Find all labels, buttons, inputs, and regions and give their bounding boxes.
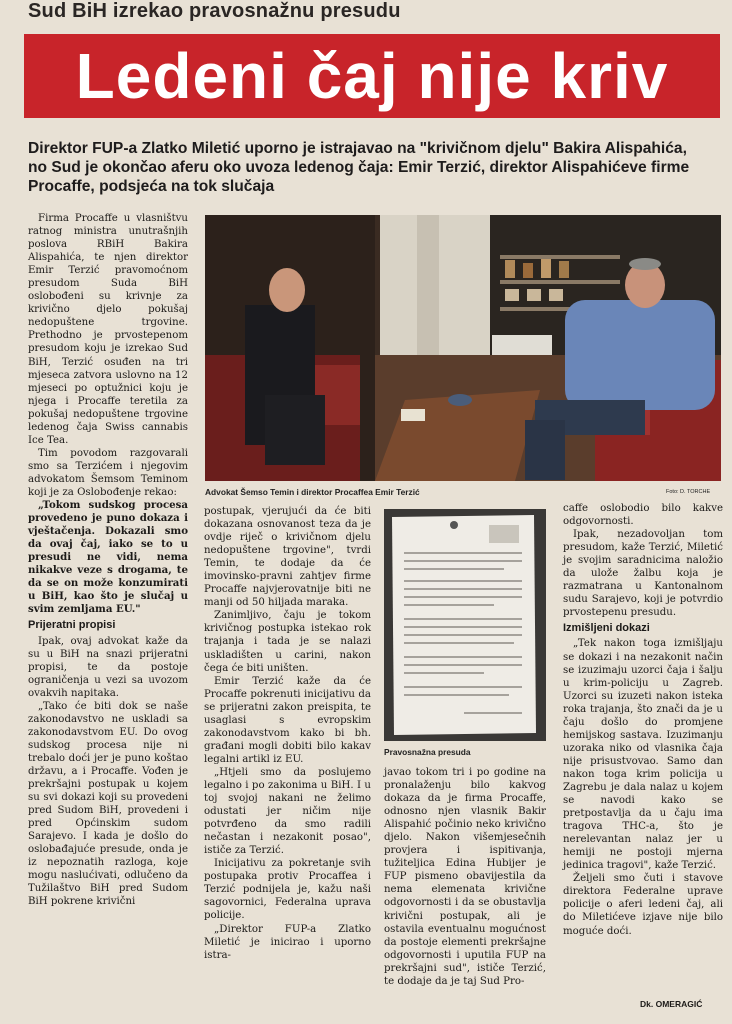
article-column-1 bbox=[28, 212, 188, 908]
paragraph: Zanimljivo, čaju je tokom krivičnog postupka istekao rok trajanja i tada je se nalazi uskladišten u carini, nakon čega će biti uništen. bbox=[204, 610, 371, 674]
paragraph: „Htjeli smo da poslujemo legalno i po zakonima u BiH. I u toj svojoj nakani ne želimo odustati jer ničim nije potvrđeno da smo radili nečastan i nezakonit posao", ističe za Terzić. bbox=[204, 766, 371, 857]
article-column-2 bbox=[204, 505, 371, 962]
paragraph: Željeli smo čuti i stavove direktora Federalne uprave policije o aferi ledeni čaj, ali do Miletićeve izjave nije bilo moguće doći. bbox=[563, 873, 723, 937]
paragraph: Inicijativu za pokretanje svih postupaka protiv Procaffea i Terzić podnijela je, kažu naši sagovornici, Federalna uprava policije. bbox=[204, 858, 371, 922]
interview-photo bbox=[205, 215, 721, 481]
paragraph: Firma Procaffe u vlasništvu ratnog ministra unutrašnjih poslova RBiH Bakira Alispahića, te njen direktor Emir Terzić pravomoćnom presudom Suda BiH oslobođeni su krivnje za krivično djelo pokušaj nedopuštene trgovine. Prethodno je prvostepenom presudom koju je izrekao Sud BiH, Terzić osuđen na tri mjeseca zatvora uslovno na 12 mjeseci po optužnici koju je njega i Procaffe teretila za pokušaj nedopuštene trgovine ledenog čaja Swiss cannabis Ice Tea. bbox=[28, 213, 188, 446]
paragraph: Emir Terzić kaže da će Procaffe pokrenuti inicijativu da se prijeratni zakon preispita, te usaglasi s evropskim zakonodavstvom kako bi bh. građani mogli dobiti bilo kakav legalni artikl iz EU. bbox=[204, 675, 371, 765]
verdict-document-illustration bbox=[384, 509, 546, 741]
paragraph: „Tako će biti dok se naše zakonodavstvo ne uskladi sa zakonodavstvom EU. Do ovog sudskog procesa nije ni trebalo doći jer je puno koštao državu, a i Procaffe. Vođen je prekršajni postupak u kojem su svi dokazi koji su provedeni pred Sudom BiH, provedeni i pred Općinskim sudom Sarajevo. I kada je došlo do oslobađajuće presude, onda je iz nepoznatih razloga, koje mogu naslućivati, odlučeno da Tužilaštvo BiH pred Sudom BiH pokrene krivični bbox=[28, 700, 188, 908]
paragraph: „Direktor FUP-a Zlatko Miletić je inicirao i uporno istra- bbox=[204, 923, 371, 961]
paragraph: Tim povodom razgovarali smo sa Terzićem i njegovim advokatom Šemsom Teminom koji je za Oslobođenje rekao: bbox=[28, 447, 188, 498]
paragraph: Ipak, nezadovoljan tom presudom, kaže Terzić, Miletić je svojim saradnicima naložio da ulože žalbu koja je razmatrana u Kantonalnom sudu Sarajevo, koji je potvrdio prvostepenu presudu. bbox=[563, 529, 723, 619]
paragraph: caffe oslobodio bilo kakve odgovornosti. bbox=[563, 503, 723, 528]
section-heading: Izmišljeni dokazi bbox=[563, 622, 650, 635]
headline: Ledeni čaj nije kriv bbox=[75, 40, 669, 112]
interview-photo-illustration bbox=[205, 215, 721, 481]
article-column-3 bbox=[384, 766, 546, 988]
headline-banner bbox=[24, 34, 720, 118]
photo-caption: Advokat Šemso Temin i direktor Procaffea Emir Terzić bbox=[205, 487, 420, 497]
document-caption: Pravosnažna presuda bbox=[384, 747, 471, 757]
paragraph: postupak, vjerujući da će biti dokazana osnovanost teza da je ovdje riječ o krivičnom djelu nedopuštene trgovine", tvrdi Temin, te dodaje da će imovinsko-pravni zahtjev firme Procaffe najvjerovatnije biti ne manji od 50 hiljada maraka. bbox=[204, 506, 371, 609]
paragraph: „Tek nakon toga izmišljaju se dokazi i na nezakonit način se izuzimaju uzorci čaja i šalju u krim-policiju u Zagreb. Uzorci su izuzeti nakon isteka roka trajanja, što znači da je u čaju došlo do promjene hemijskog sastava. Izuzimanju uzoraka niko od vlasnika čaja nije prisustvovao. Samo dan nakon toga krim policija u Zagrebu je dala nalaz u kojem se navodi kako se pretpostavlja da u čaju ima tragova THC-a, što je nerelevantan nalaz jer u hemiji ne postoji mjerna jedinica tragovi", kaže Terzić. bbox=[563, 638, 723, 872]
byline: Dk. OMERAGIĆ bbox=[640, 999, 703, 1009]
quote-paragraph: „Tokom sudskog procesa provedeno je puno dokaza i vještačenja. Dokazali smo da ovaj čaj, iako se to u presudi ne vidi, nema nikakve veze s drogama, te da se on može konzumirati u BiH, kao što je slučaj u svim zemljama EU." bbox=[28, 499, 188, 616]
paragraph: Ipak, ovaj advokat kaže da su u BiH na snazi prijeratni propisi, te da postoje ograničenja u vezi sa uvozom ovakvih napitaka. bbox=[28, 635, 188, 699]
photo-credit: Foto: D. TORCHE bbox=[666, 489, 711, 495]
kicker: Sud BiH izrekao pravosnažnu presudu bbox=[28, 0, 401, 22]
section-heading: Prijeratni propisi bbox=[28, 619, 116, 632]
article-column-4 bbox=[563, 502, 723, 938]
subheadline: Direktor FUP-a Zlatko Miletić uporno je istrajavao na "krivičnom djelu" Bakira Alispahića, no Sud je okončao aferu oko uvoza ledenog čaja: Emir Terzić, direktor Alispahićeve firme Procaffe, podsjeća na tok slučaja bbox=[28, 140, 690, 195]
verdict-document-photo bbox=[384, 509, 546, 741]
paragraph: javao tokom tri i po godine na pronalaženju bilo kakvog dokaza da je firma Procaffe, odnosno njen vlasnik Bakir Alispahić počinio neko krivično djelo. Nakon višemjesečnih provjera i ispitivanja, tužiteljica Edina Hubijer je FUP pismeno obavijestila da nema elemenata krivične odgovornosti i da se obustavlja krivični postupak, ali je ostavila eventualnu mogućnost da postoje elementi prekršajne odgovornosti i uputila FUP na prekršajni sud", ističe Terzić, te dodaje da je taj Sud Pro- bbox=[384, 767, 546, 987]
